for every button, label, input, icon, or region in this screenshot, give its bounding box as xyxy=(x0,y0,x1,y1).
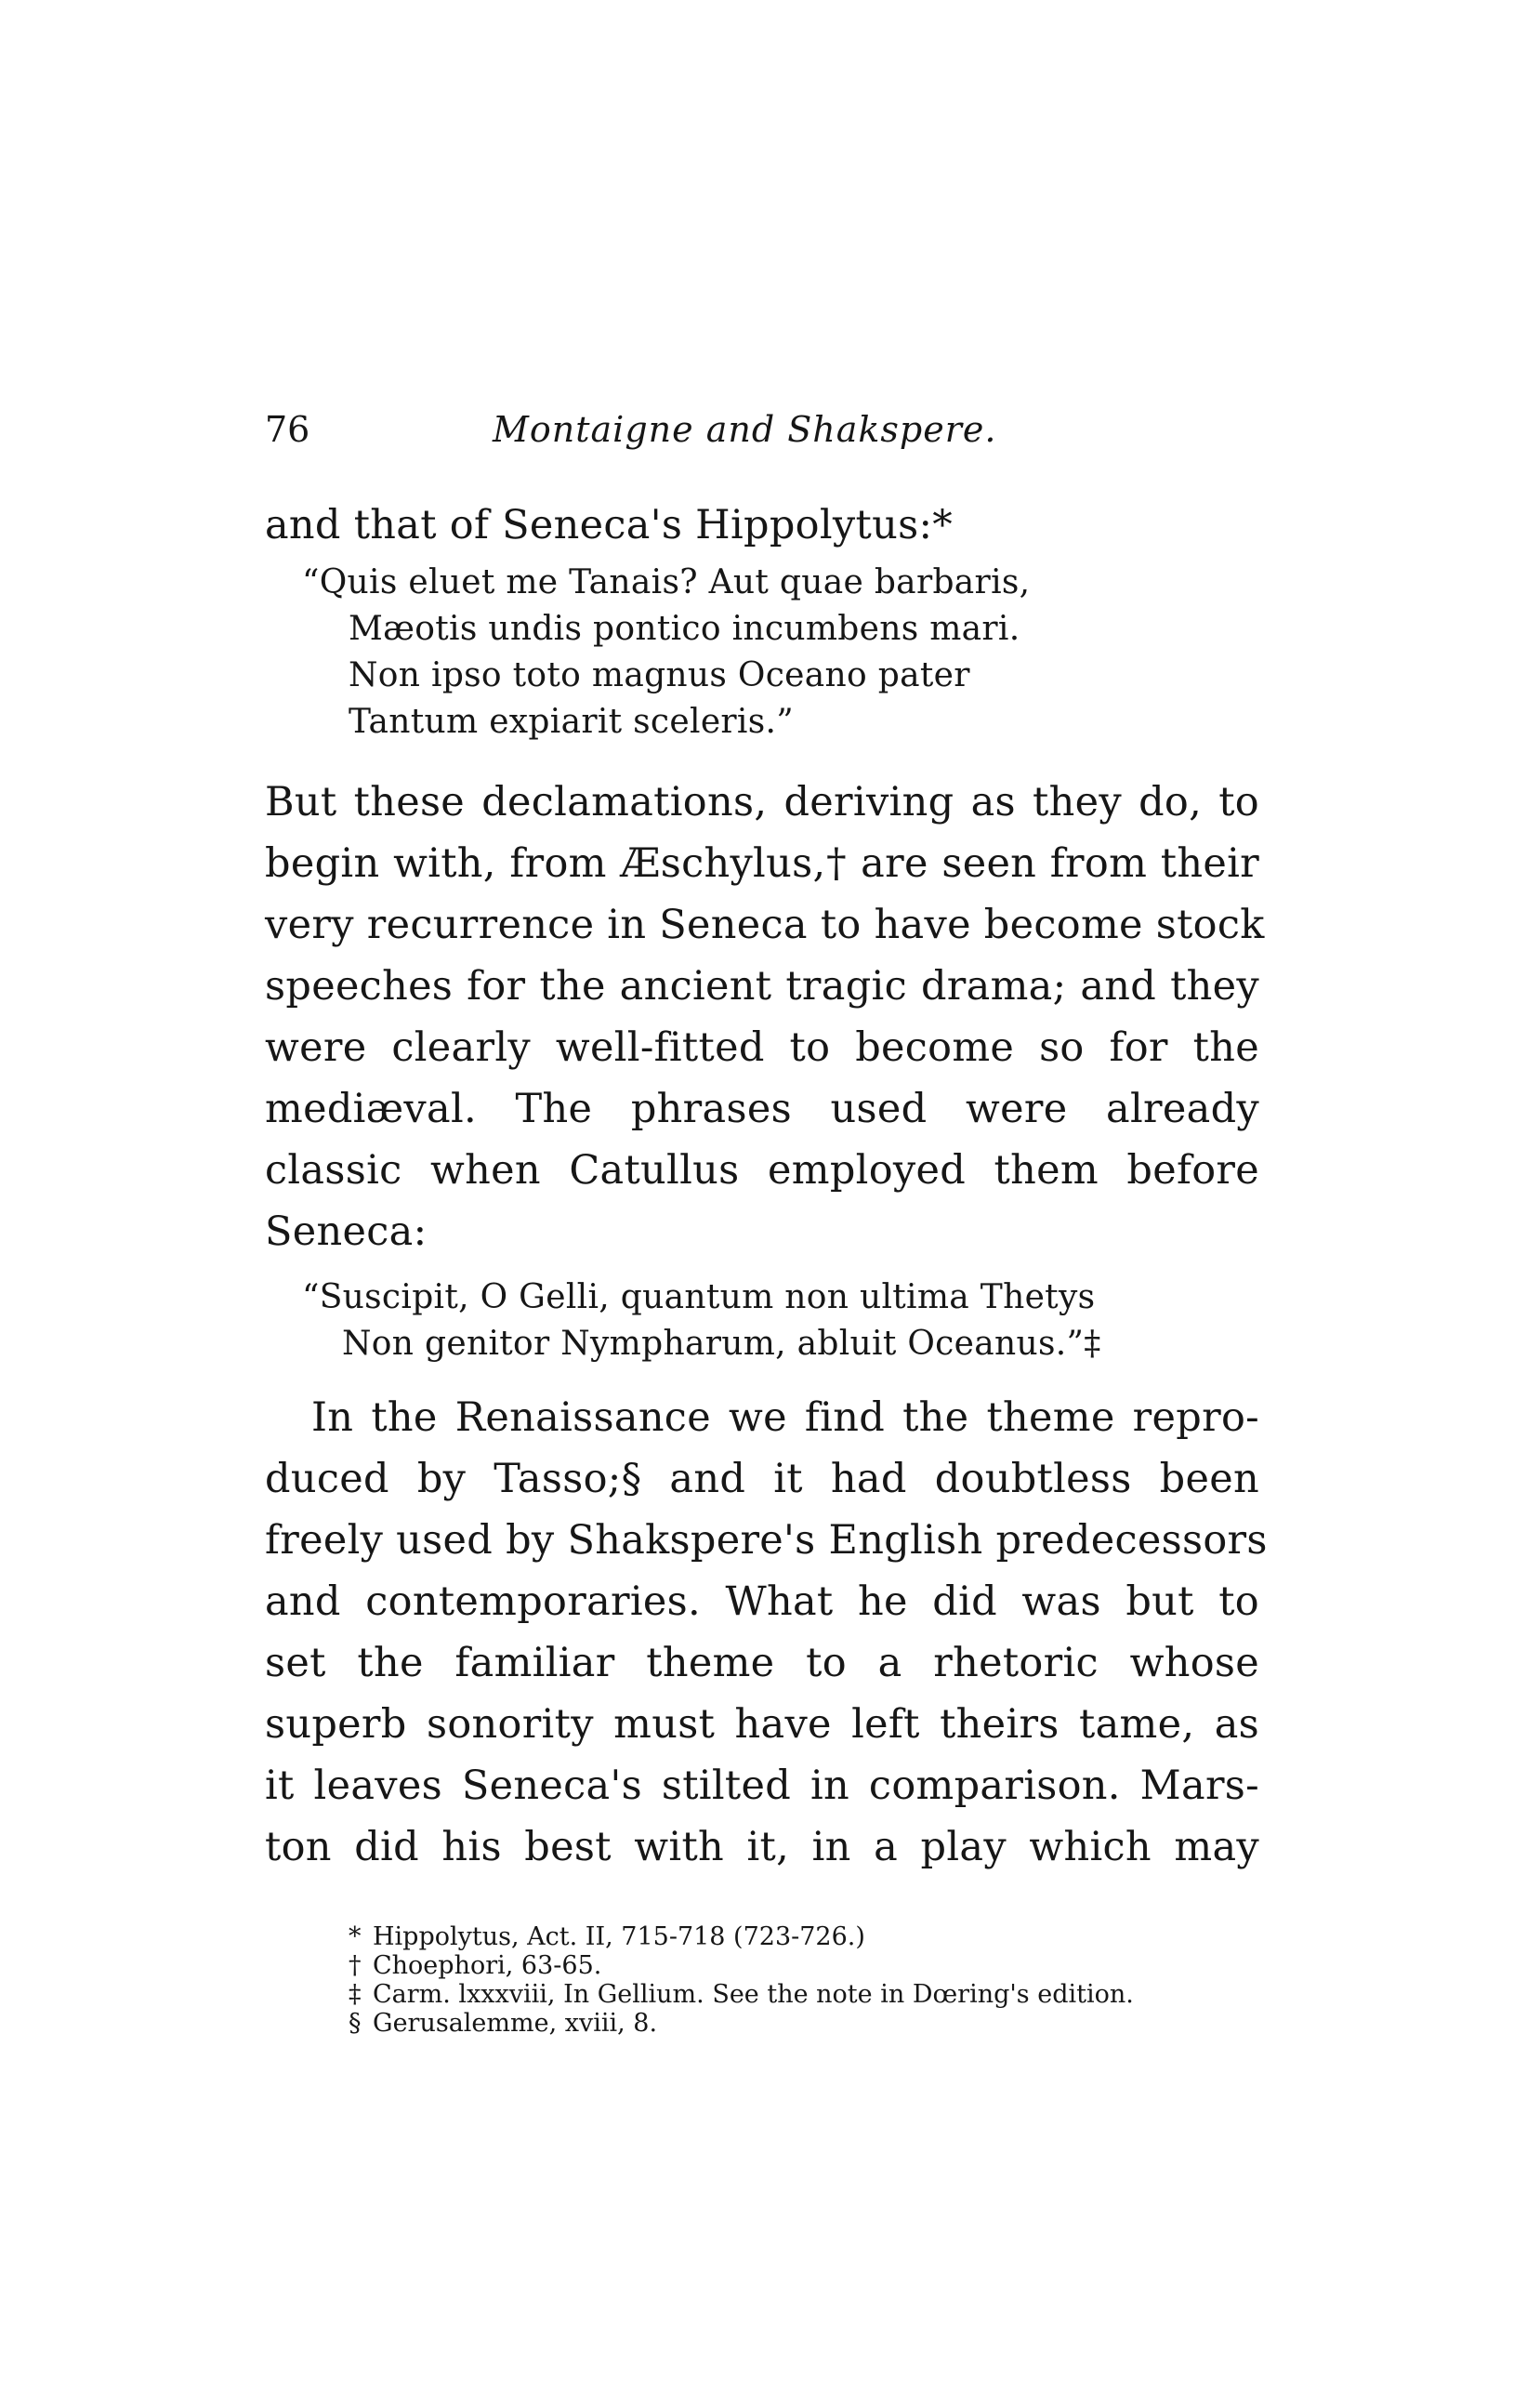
footnote xyxy=(349,2009,1134,2038)
page-number: 76 xyxy=(265,409,310,450)
paragraph-line: it leaves Seneca's stilted in comparison. Mars- xyxy=(265,1763,1259,1809)
paragraph-line: In the Renaissance we find the theme repro- xyxy=(311,1394,1259,1441)
intro-line: and that of Seneca's Hippolytus:* xyxy=(265,502,954,548)
latin-quote-line: Tantum expiarit sceleris.” xyxy=(349,703,794,741)
paragraph-line: freely used by Shakspere's English predecessors xyxy=(265,1517,1268,1564)
footnote-text: Hippolytus, Act. II, 715-718 (723-726.) xyxy=(373,1922,865,1951)
footnote-mark: * xyxy=(349,1922,362,1951)
latin-quote-line: Mæotis undis pontico incumbens mari. xyxy=(349,610,1020,648)
footnote-mark: † xyxy=(349,1951,362,1980)
paragraph-line: begin with, from Æschylus,† are seen from their xyxy=(265,840,1259,887)
footnote-text: Carm. lxxxviii, In Gellium. See the note in Dœring's edition. xyxy=(373,1980,1134,2009)
latin-quote-line: Non ipso toto magnus Oceano pater xyxy=(349,656,970,694)
latin-quote-line: “Quis eluet me Tanais? Aut quae barbaris, xyxy=(302,563,1031,601)
footnotes xyxy=(349,1922,1134,2038)
paragraph-line: set the familiar theme to a rhetoric whose xyxy=(265,1640,1259,1686)
footnote xyxy=(349,1951,1134,1980)
paragraph-line: ton did his best with it, in a play which may xyxy=(265,1824,1259,1870)
footnote-mark: ‡ xyxy=(349,1980,362,2009)
footnote xyxy=(349,1922,1134,1951)
paragraph-line: were clearly well-fitted to become so for the xyxy=(265,1024,1259,1071)
paragraph-line: speeches for the ancient tragic drama; and they xyxy=(265,963,1259,1010)
running-head xyxy=(265,409,1269,465)
paragraph-line: But these declamations, deriving as they do, to xyxy=(265,779,1259,825)
footnote-text: Choephori, 63-65. xyxy=(373,1951,602,1980)
running-title: Montaigne and Shakspere. xyxy=(493,409,997,450)
paragraph-line: Seneca: xyxy=(265,1208,428,1255)
footnote-mark: § xyxy=(349,2009,362,2038)
paragraph-line: classic when Catullus employed them before xyxy=(265,1147,1259,1194)
footnote xyxy=(349,1980,1134,2009)
paragraph-line: very recurrence in Seneca to have become stock xyxy=(265,902,1265,948)
paragraph-line: duced by Tasso;§ and it had doubtless been xyxy=(265,1456,1259,1502)
paragraph-line: superb sonority must have left theirs tame, as xyxy=(265,1701,1259,1748)
paragraph-line: mediæval. The phrases used were already xyxy=(265,1086,1259,1132)
latin-quote-line: Non genitor Nympharum, abluit Oceanus.”‡ xyxy=(342,1325,1101,1363)
footnote-text: Gerusalemme, xviii, 8. xyxy=(373,2009,658,2038)
latin-quote-line: “Suscipit, O Gelli, quantum non ultima Thetys xyxy=(302,1278,1096,1316)
paragraph-line: and contemporaries. What he did was but to xyxy=(265,1578,1259,1625)
